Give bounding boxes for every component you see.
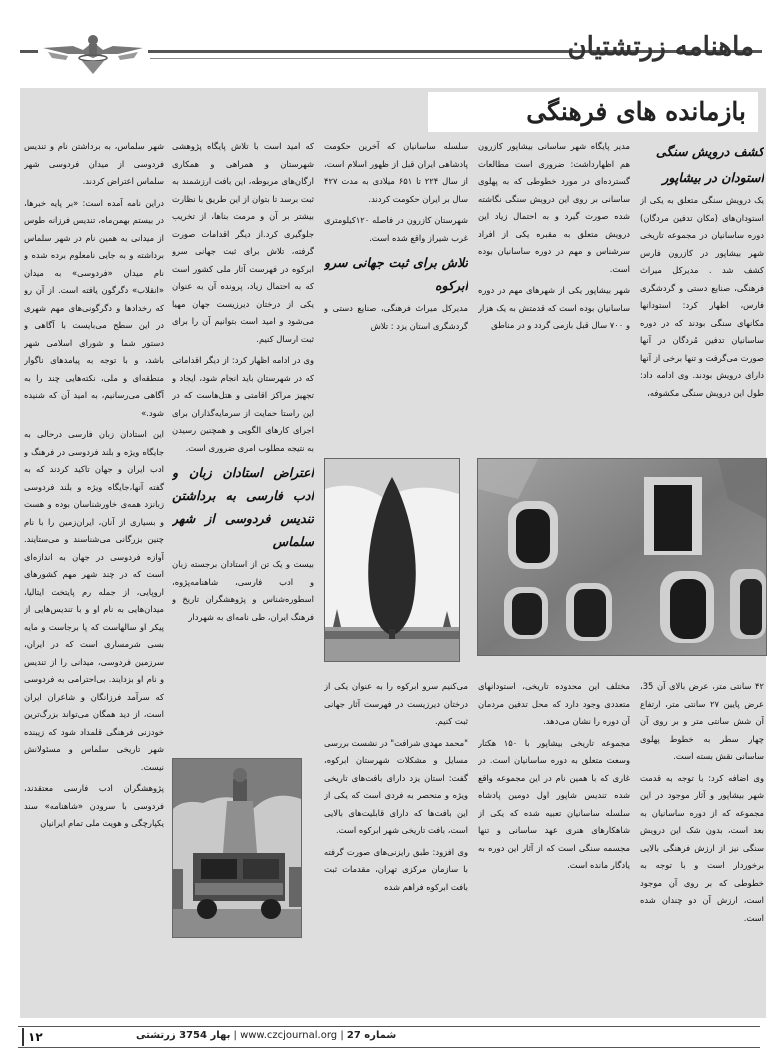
paragraph: شهرستان کازرون در فاصله ۱۲۰کیلومتری غرب شیراز واقع شده است. <box>324 215 468 243</box>
column-2-bottom <box>478 678 630 1018</box>
paragraph: این استادان زبان فارسی درحالی به جایگاه ویژه و بلند فردوسی در فرهنگ و ادب ایران و جهان تاکید کردند که به گفته آنها،جایگاه ویژه و بلند فردوسی زبانزد همه‌ی خاورشناسان بوده و هست و بسیاری از آنان، ایران‌زمین را با نام چنین بزرگانی می‌شناسند و می‌ستایند. آوازه فردوسی در جهان به اندازه‌ای است که در چند شهر مهم کشورهای اروپایی، از جمله رم پایتخت ایتالیا، میدان‌هایی به نام او و با تندیس‌هایی از پیکر او سالهاست که پا برجاست و مایه بسی شرمساری است که در ایران، سرزمین فردوسی، میدانی را از تندیس و نام او بزدایند. بی‌احترامی به فردوسی که سرآمد فرزانگان و شاعران ایران است، از دید همگان می‌تواند بزرگ‌ترین خودزنی فرهنگی قلمداد شود که زیبنده شهر تاریخی سلماس و مسئولانش نیست. <box>24 429 164 772</box>
magazine-title: ماهنامه زرتشتیان <box>567 32 754 62</box>
paragraph: مجموعه تاریخی بیشاپور با ۱۵۰ هکتار وسعت متعلق به دوره ساسانیان است. در غاری که با همین نام در این مجموعه واقع شده تندیس شاپور اول دومین پادشاه سلسله ساسانیان تعبیه شده که یکی از شاهکارهای هنری عهد ساسانی و تنها مجسمه سنگی است که از آثار این دوره به یادگار مانده است. <box>478 737 630 870</box>
separator: | <box>233 1030 241 1041</box>
article-heading: اعتراض استادان زبان و ادب فارسی به برداشتن تندیس فردوسی از شهر سلماس <box>172 465 314 549</box>
website-link[interactable]: www.czcjournal.org <box>240 1030 338 1041</box>
section-title: بازمانده های فرهنگی <box>428 92 758 132</box>
column-3-top <box>324 138 468 448</box>
paragraph: یک درویش سنگی متعلق به یکی از استودان‌های (مکان تدفین مردگان) دوره ساسانیان در مجموعه تاریخی شهر بیشاپور در کازرون فارس کشف شد . مدیرکل میراث فرهنگی، صنایع دستی و گردشگری فارس، اظهار کرد: استودانها مکانهای سنگی بودند که در دوره ساسانیان تدفین مُردگان در آنها صورت می‌گرفت و تنها برخی از آنها دارای درویش بودند. وی ادامه داد: طول این درویش سنگی مکشوفه، <box>640 195 764 398</box>
article-heading: تلاش برای ثبت جهانی سرو ابرکوه <box>324 255 468 293</box>
paragraph: که امید است با تلاش پایگاه پژوهشی شهرستان و همراهی و همکاری ارگان‌های مربوطه، این بافت ارزشمند به ثبت برسد تا بتوان از این طریق با نظارت بیشتر بر آن و مرمت بناها، از تخریب جلوگیری کرد.از دیگر اقدامات صورت گرفته، تلاش برای ثبت جهانی سرو ابرکوه در فهرست آثار ملی کشور است که به احتمال زیاد، پرونده آن به عنوان یکی از درختان دیرزیست جهان مهیا می‌شود و امید است بتوانیم آن را برای ثبت ارسال کنیم. <box>172 141 314 344</box>
paragraph: وی افزود: طبق رایزنی‌های صورت گرفته با سازمان مرکزی تهران، مقدمات ثبت بافت ابرکوه فراهم شده <box>324 846 468 892</box>
footer-rule <box>18 1047 760 1048</box>
article-subheading: استودان در بیشاپور <box>662 170 764 185</box>
paragraph: مدیرکل میراث فرهنگی، صنایع دستی و گردشگری استان یزد : تلاش <box>324 303 468 331</box>
paragraph: وی اضافه کرد: با توجه به قدمت شهر بیشاپور و آثار موجود در این مجموعه که از دوره ساسانیان به بعد است، بدون شک این درویش سنگی نیز از ارزش فرهنگی بالایی برخوردار است و با توجه به خطوطی که بر روی آن موجود است، ارزش آن دو چندان شده است. <box>640 772 764 923</box>
column-2-top <box>478 138 630 458</box>
column-1-top <box>640 138 764 478</box>
footer-bar <box>22 1028 24 1046</box>
column-5 <box>24 138 164 1016</box>
column-4-top <box>172 138 314 658</box>
paragraph: پژوهشگران ادب فارسی معتقدند، فردوسی با سرودن «شاهنامه» سند یکپارچگی و هویت ملی تمام ایرانیان <box>24 783 164 828</box>
statue-truck-photo <box>172 758 302 938</box>
paragraph: دراین نامه آمده است: «بر پایه خبرها، در بیستم بهمن‌ماه، تندیس فرزانه طوس از میدانی به همین نام در شهر سلماس برداشته و به جایی نامعلوم برده شده و نام میدان «فردوسی» به میدان «انقلاب» دگرگون یافته است. از آن رو که رخدادها و دگرگونی‌های مهم شهری در این سطح می‌بایست با آگاهی و دستور شما و شورای اسلامی شهر باشد، و با توجه به پیامدهای ناگوار منطقه‌ای و ملی، نکته‌هایی چند را به آگاهی می‌رسانیم، به امید آن که شنیده شود.» <box>24 197 164 418</box>
separator: | <box>340 1030 347 1041</box>
issue-label: شماره 27 <box>346 1030 397 1041</box>
paragraph: ۴۲ سانتی متر، عرض بالای آن 35، عرض پایین ۲۷ سانتی متر، ارتفاع آن شش سانتی متر و بر روی آن چهار سطر به خطوط پهلوی ساسانی نقش بسته است. <box>640 681 764 761</box>
paragraph: سلسله ساسانیان که آخرین حکومت پادشاهی ایران قبل از ظهور اسلام است، از سال ۲۲۴ تا ۶۵۱ میلادی به مدت ۴۲۷ سال بر ایران حکومت کردند. <box>324 141 468 204</box>
magazine-header <box>20 28 762 78</box>
paragraph: شهر سلماس، به برداشتن نام و تندیس فردوسی از میدان فردوسی شهر سلماس اعتراض کردند. <box>24 141 164 186</box>
cypress-tree-photo <box>324 458 460 662</box>
faravahar-logo <box>38 28 148 78</box>
paragraph: بیست و یک تن از استادان برجسته زبان و ادب فارسی، شاهنامه‌پژوه، اسطوره‌شناس و پژوهشگران تاریخ و فرهنگ ایران، طی نامه‌ای به شهردار <box>172 559 314 622</box>
article-heading: کشف درویش سنگی <box>655 144 764 159</box>
header-rule-thin <box>150 58 584 59</box>
page-footer <box>18 1026 760 1048</box>
paragraph: مدیر پایگاه شهر ساسانی بیشاپور کازرون هم اظهارداشت: ضروری است مطالعات گسترده‌ای در مورد خطوطی که به پهلوی ساسانی بر روی این درویش سنگی نگاشته شده صورت گیرد و به احتمال زیاد این درویش متعلق به مقبره یکی از افراد سرشناس و مهم در دوره ساسانیان بوده است. <box>478 141 630 274</box>
date-label: بهار 3754 زرتشتی <box>136 1030 231 1041</box>
column-1-bottom <box>640 678 764 1018</box>
paragraph: "محمد مهدی شرافت" در نشست بررسی مسایل و مشکلات شهرستان ابرکوه، گفت: استان یزد دارای بافت‌های تاریخی ویژه و منحصر به فردی است که یکی از این بافت‌ها که دارای قابلیت‌های بالایی است، بافت تاریخی شهر ابرکوه است. <box>324 737 468 835</box>
content-area <box>20 88 766 1018</box>
paragraph: شهر بیشاپور یکی از شهرهای مهم در دوره ساسانیان بوده است که قدمتش به یک هزار و ۷۰۰ سال قبل بازمی گردد و در مناطق <box>478 285 630 330</box>
footer-info <box>136 1030 396 1041</box>
footer-rule <box>18 1026 760 1027</box>
paragraph: وی در ادامه اظهار کرد: از دیگر اقداماتی که در شهرستان باید انجام شود، ایجاد و تجهیز مراکز اقامتی و هتل‌هاست که در این راستا حمایت از سرمایه‌گذاران برای اجرای کارهای الگویی و همچنین رسیدن به نتیجه مطلوب امری ضروری است. <box>172 355 314 453</box>
paragraph: مختلف این محدوده تاریخی، استودانهای متعددی وجود دارد که محل تدفین مردمان آن دوره را نشان می‌دهد. <box>478 681 630 726</box>
page-number: ۱۲ <box>28 1030 43 1044</box>
column-3-bottom <box>324 678 468 1018</box>
ossuary-photo <box>477 458 767 656</box>
paragraph: می‌کنیم سرو ابرکوه را به عنوان یکی از درختان دیرزیست در فهرست آثار جهانی ثبت کنیم. <box>324 681 468 726</box>
